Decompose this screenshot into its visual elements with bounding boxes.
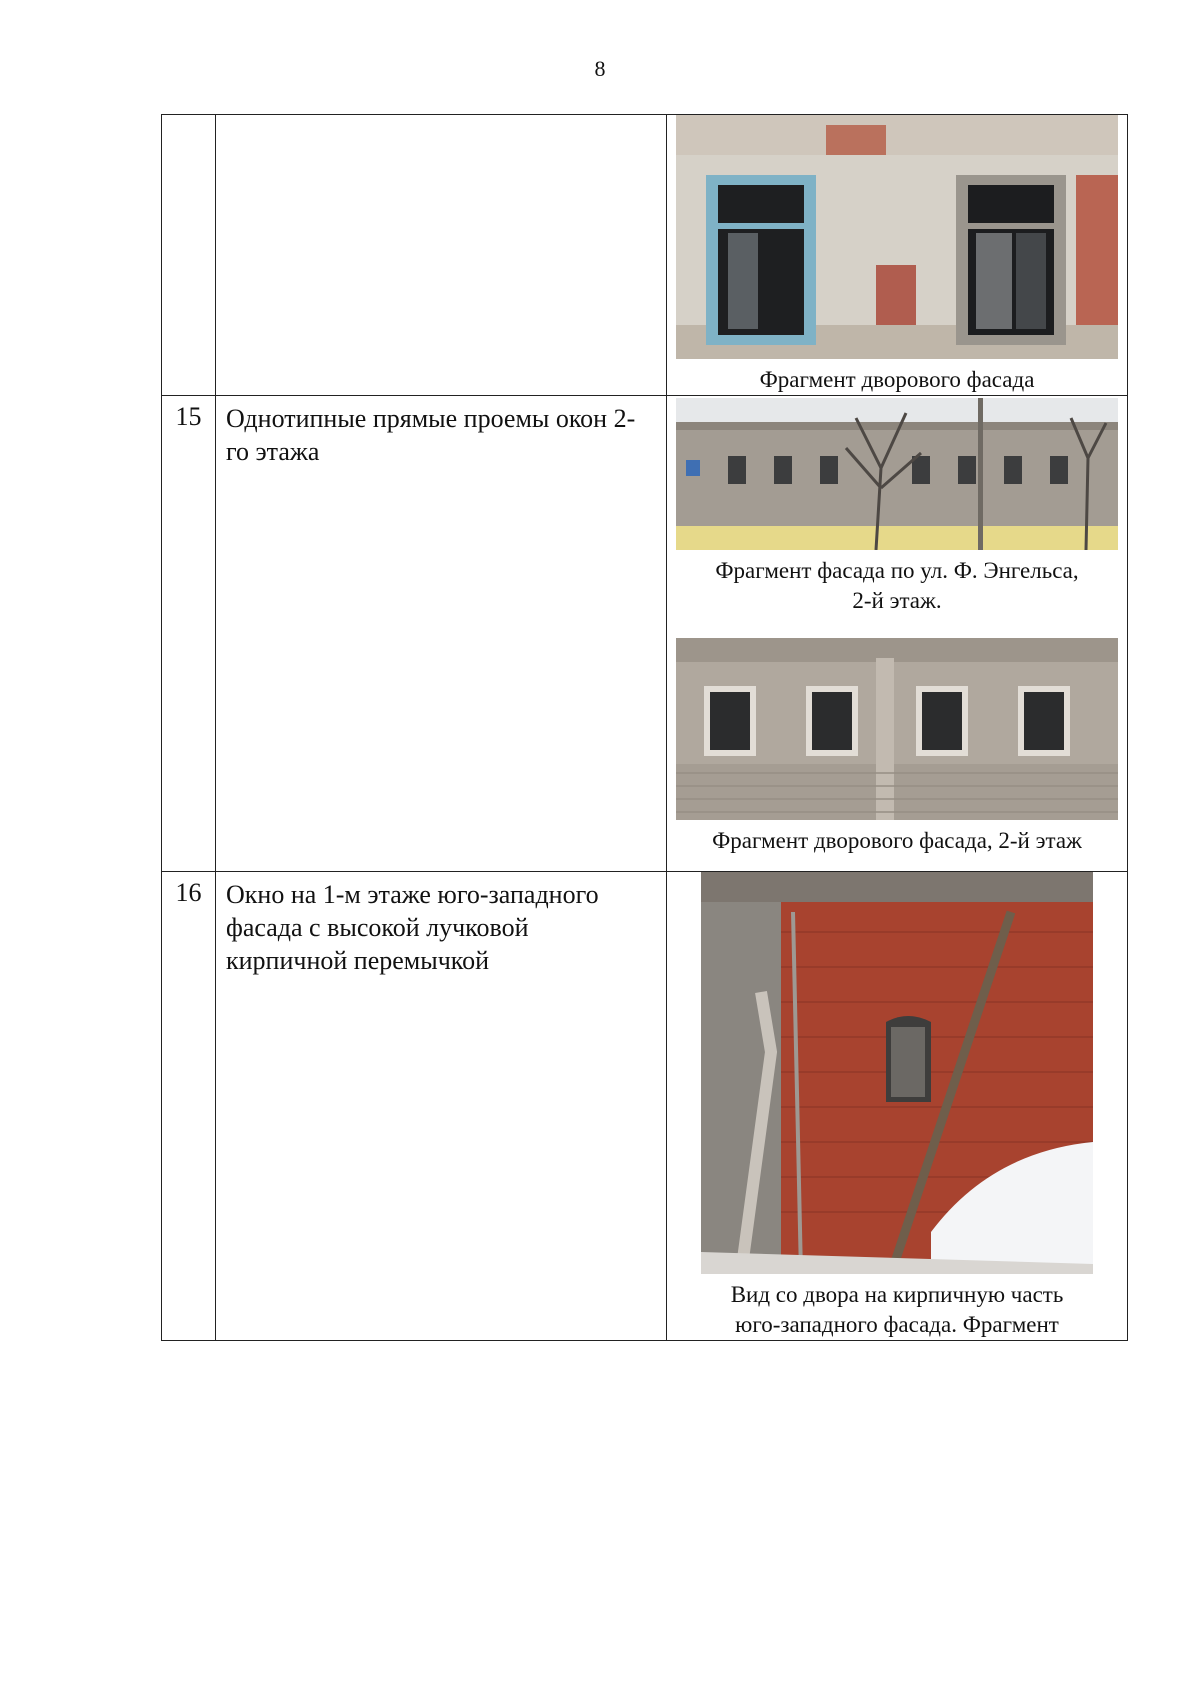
- photo-courtyard-facade-windows: [676, 115, 1118, 359]
- row-photos: [667, 115, 1128, 396]
- photo-caption-line: 2-й этаж.: [852, 588, 942, 613]
- photo-courtyard-second-floor: [676, 638, 1118, 820]
- page-number: 8: [594, 56, 606, 81]
- row-description: [216, 115, 667, 396]
- photo-caption-line: Вид со двора на кирпичную часть: [730, 1282, 1064, 1307]
- photo-table: [161, 114, 1128, 1341]
- row-description: Однотипные прямые проемы окон 2-го этажа: [216, 396, 667, 872]
- row-description: Окно на 1-м этаже юго-западного фасада с высокой лучковой кирпичной перемычкой: [216, 872, 667, 1341]
- photo-engels-street-facade: [676, 398, 1118, 550]
- row-number: 16: [162, 872, 216, 1341]
- photo-caption: [667, 1280, 1127, 1340]
- photo-caption: Фрагмент дворового фасада, 2-й этаж: [712, 828, 1082, 853]
- row-photos: [667, 872, 1128, 1341]
- row-photos: [667, 396, 1128, 872]
- row-number: [162, 115, 216, 396]
- photo-caption-line: Фрагмент фасада по ул. Ф. Энгельса,: [715, 558, 1079, 583]
- table-row: [162, 115, 1128, 396]
- row-number: 15: [162, 396, 216, 872]
- table-row: [162, 396, 1128, 872]
- photo-caption: Фрагмент дворового фасада: [759, 367, 1035, 392]
- photo-brick-southwest-facade: [701, 872, 1093, 1274]
- photo-caption: [667, 556, 1127, 616]
- photo-caption-line: юго-западного фасада. Фрагмент: [735, 1312, 1059, 1337]
- table-row: [162, 872, 1128, 1341]
